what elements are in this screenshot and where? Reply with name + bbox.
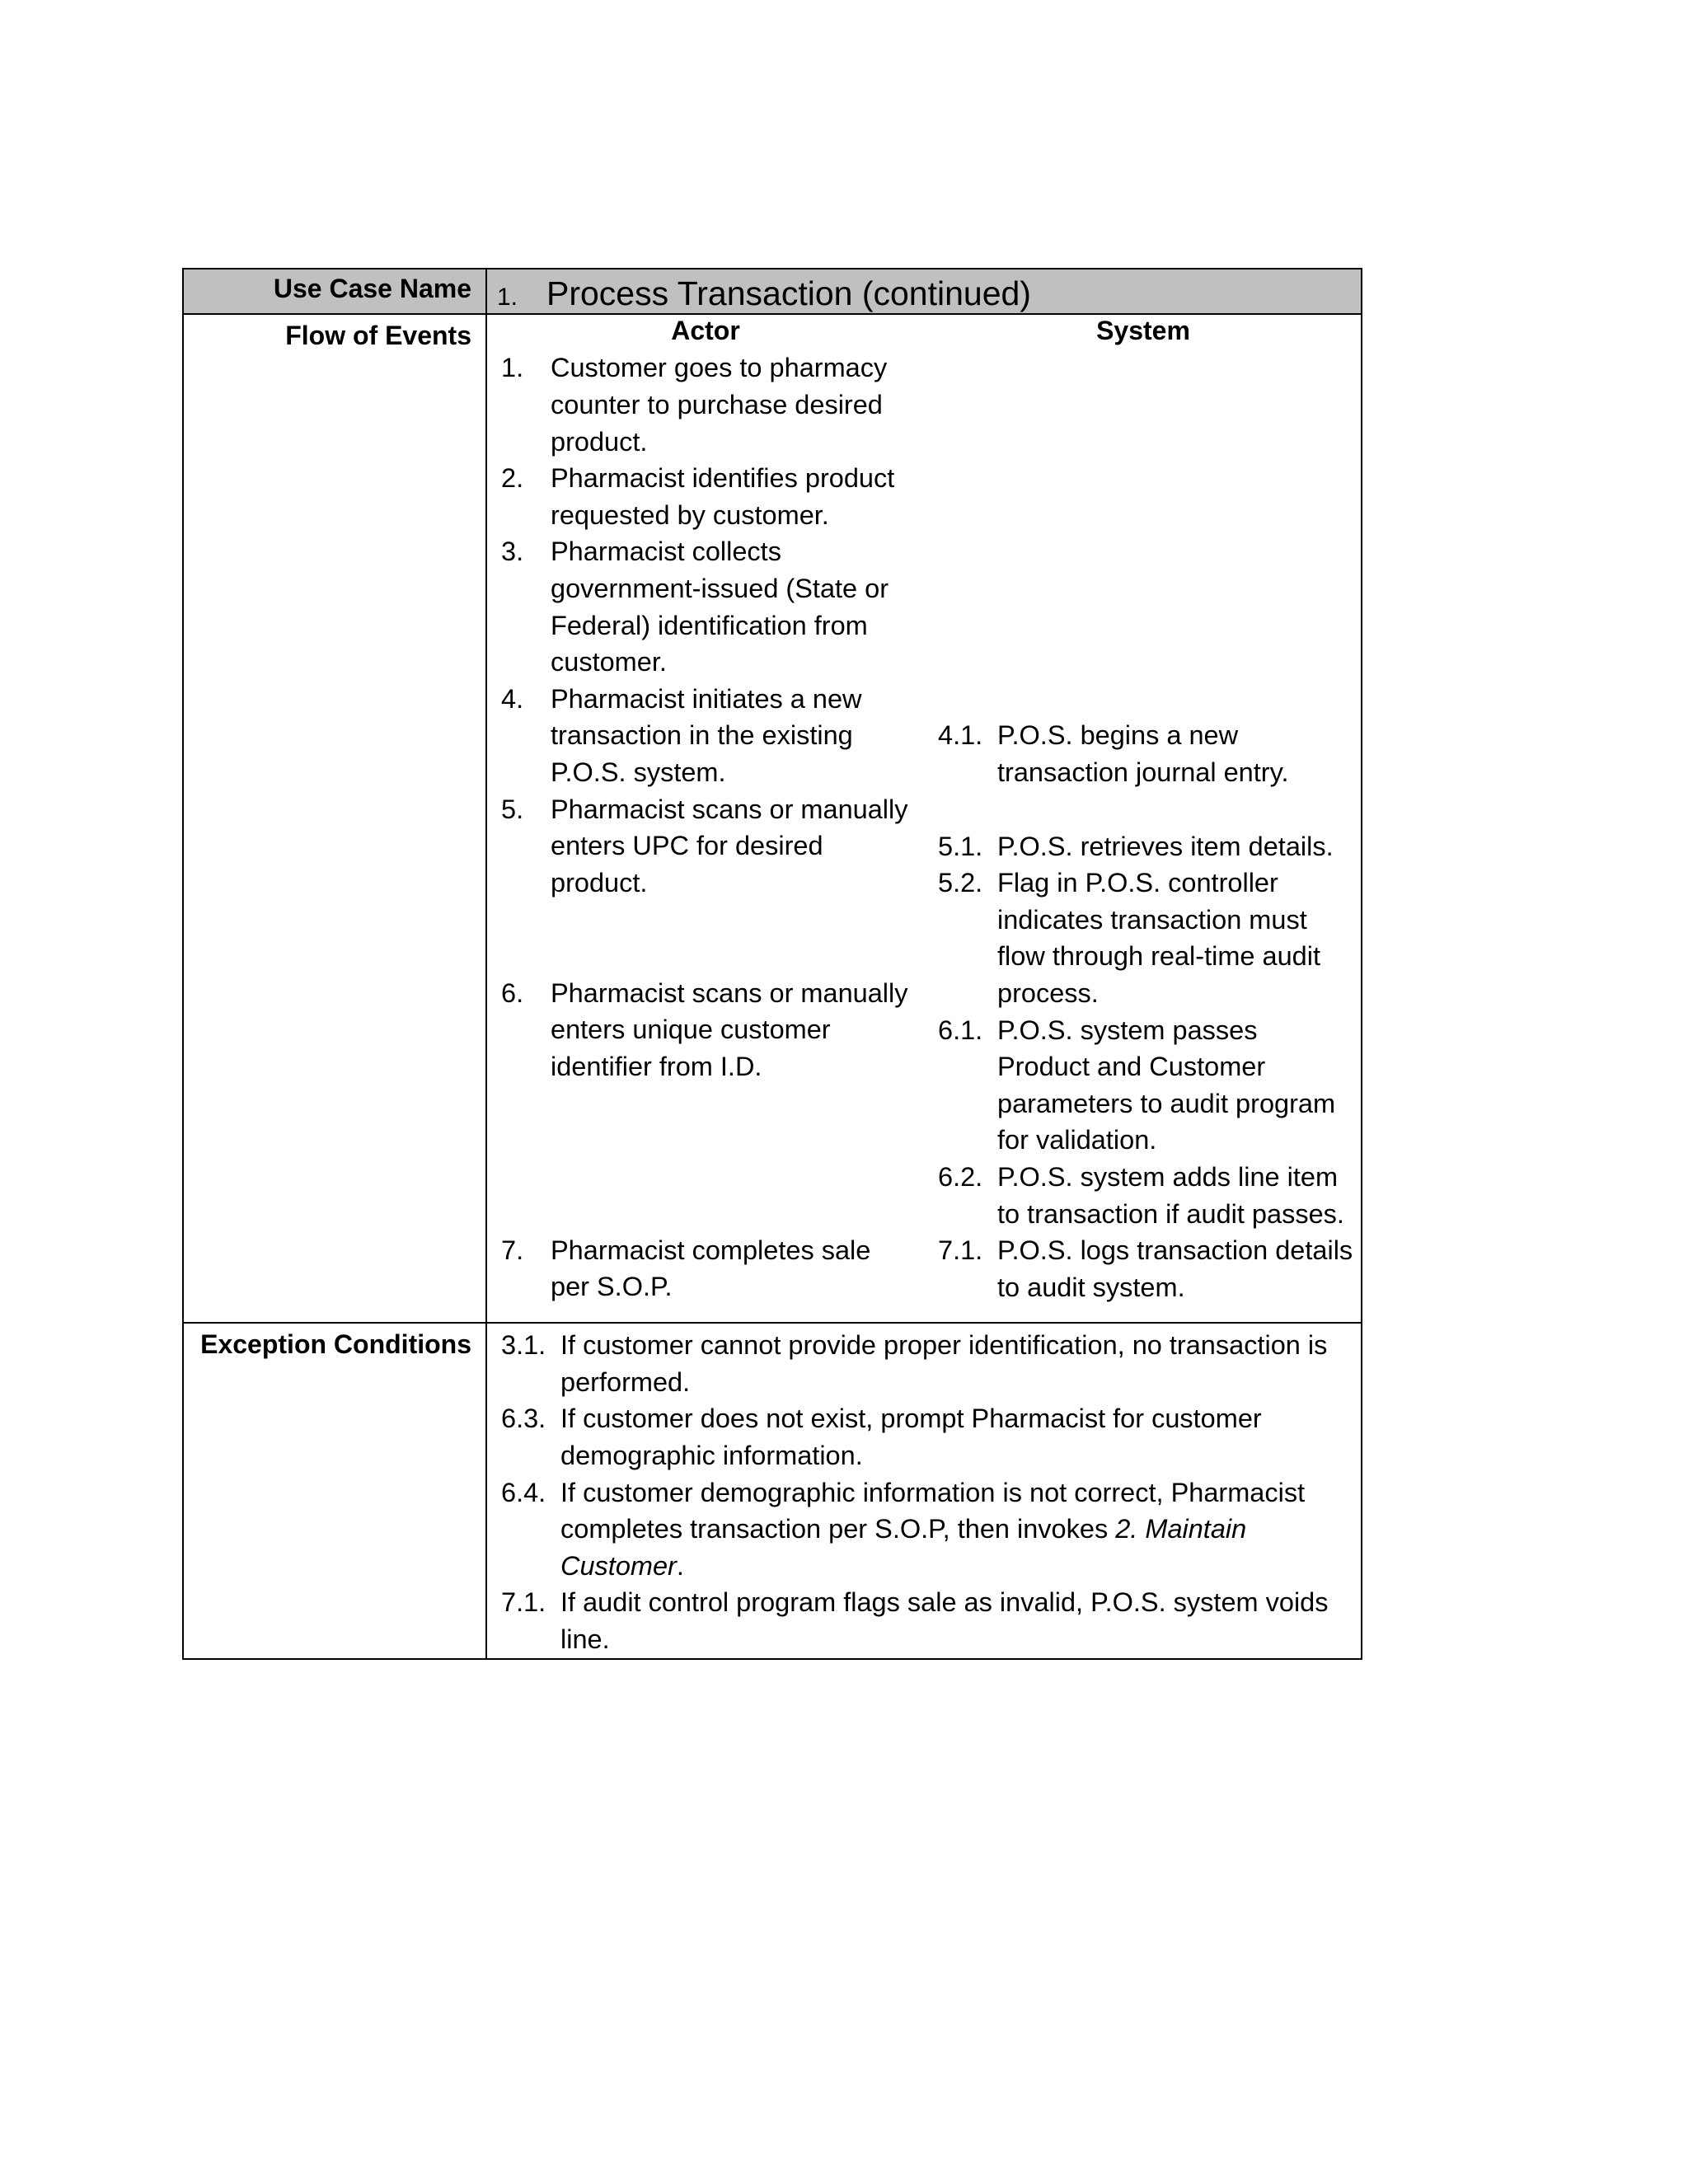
actor-column-heading: Actor <box>671 316 740 345</box>
exception-conditions-label: Exception Conditions <box>183 1323 486 1658</box>
step-text: P.O.S. logs transaction details to audit system. <box>997 1235 1353 1302</box>
step-text: P.O.S. begins a new transaction journal entry. <box>997 720 1289 787</box>
exception-number: 6.4. <box>501 1477 546 1507</box>
use-case-reference: 2. Maintain Customer <box>560 1514 1247 1581</box>
flow-of-events-cell <box>486 314 1362 1323</box>
exception-list <box>501 1327 1353 1657</box>
flow-of-events-table <box>487 315 1362 1322</box>
exception-item <box>501 1327 1353 1400</box>
step-number: 4.1. <box>938 720 983 751</box>
step-text: Flag in P.O.S. controller indicates transaction must flow through real-time audit process. <box>997 868 1320 1008</box>
step-text: Pharmacist scans or manually enters UPC for desired product. <box>551 794 908 898</box>
step-number: 6. <box>501 977 524 1008</box>
actor-steps-cell <box>487 346 924 1322</box>
system-steps-cell <box>924 346 1362 1322</box>
exception-text: If customer does not exist, prompt Pharmacist for customer demographic information. <box>560 1404 1262 1471</box>
system-step <box>938 1232 1354 1305</box>
exception-item <box>501 1400 1353 1474</box>
actor-step <box>501 533 912 680</box>
system-step <box>938 828 1354 865</box>
use-case-title-cell <box>486 269 1362 314</box>
exception-conditions-row <box>183 1323 1362 1658</box>
step-number: 5. <box>501 794 524 824</box>
exception-number: 3.1. <box>501 1330 546 1361</box>
step-text: Pharmacist scans or manually enters unique customer identifier from I.D. <box>551 977 908 1081</box>
actor-step <box>501 975 912 1232</box>
use-case-number: 1. <box>497 284 518 311</box>
step-number: 1. <box>501 353 524 383</box>
exception-conditions-cell <box>486 1323 1362 1658</box>
use-case-title: Process Transaction (continued) <box>546 274 1031 312</box>
step-text: P.O.S. system passes Product and Customer parameters to audit program for validation. <box>997 1015 1336 1155</box>
step-number: 6.1. <box>938 1015 983 1045</box>
step-number: 3. <box>501 537 524 567</box>
actor-step <box>501 681 912 791</box>
exception-number: 6.3. <box>501 1404 546 1434</box>
step-number: 5.1. <box>938 831 983 861</box>
actor-step-list <box>501 349 912 1305</box>
system-step <box>938 1012 1354 1159</box>
flow-of-events-label: Flow of Events <box>183 314 486 1323</box>
system-step-list <box>938 349 1354 1305</box>
exception-number: 7.1. <box>501 1587 546 1618</box>
system-step <box>938 865 1354 1011</box>
use-case-name-label: Use Case Name <box>183 269 486 314</box>
step-text: Pharmacist completes sale per S.O.P. <box>551 1235 871 1302</box>
system-column-heading: System <box>1096 316 1190 345</box>
step-text: Pharmacist identifies product requested by customer. <box>551 463 895 530</box>
step-text: P.O.S. retrieves item details. <box>997 831 1334 861</box>
system-step <box>938 1159 1354 1232</box>
exception-text: If audit control program flags sale as invalid, P.O.S. system voids line. <box>560 1587 1329 1655</box>
exception-text: If customer demographic information is not correct, Pharmacist completes transaction per S.O.P, then invokes <box>560 1477 1306 1544</box>
step-text: P.O.S. system adds line item to transaction if audit passes. <box>997 1161 1344 1229</box>
actor-step <box>501 349 912 460</box>
flow-of-events-row <box>183 314 1362 1323</box>
step-number: 4. <box>501 683 524 714</box>
step-number: 7.1. <box>938 1235 983 1266</box>
step-text: Pharmacist collects government-issued (State or Federal) identification from customer. <box>551 537 889 677</box>
step-number: 7. <box>501 1235 524 1265</box>
actor-step <box>501 460 912 533</box>
use-case-header-row <box>183 269 1362 314</box>
exception-text-end: . <box>676 1550 684 1581</box>
step-text: Customer goes to pharmacy counter to purchase desired product. <box>551 353 888 457</box>
step-number: 5.2. <box>938 868 983 898</box>
actor-step <box>501 1232 912 1305</box>
step-number: 6.2. <box>938 1161 983 1192</box>
exception-item <box>501 1474 1353 1585</box>
use-case-table <box>182 268 1362 1660</box>
step-text: Pharmacist initiates a new transaction in the existing P.O.S. system. <box>551 683 862 787</box>
system-step <box>938 717 1354 790</box>
exception-text: If customer cannot provide proper identification, no transaction is performed. <box>560 1330 1328 1397</box>
exception-item <box>501 1584 1353 1657</box>
actor-step <box>501 791 912 975</box>
step-number: 2. <box>501 463 524 494</box>
